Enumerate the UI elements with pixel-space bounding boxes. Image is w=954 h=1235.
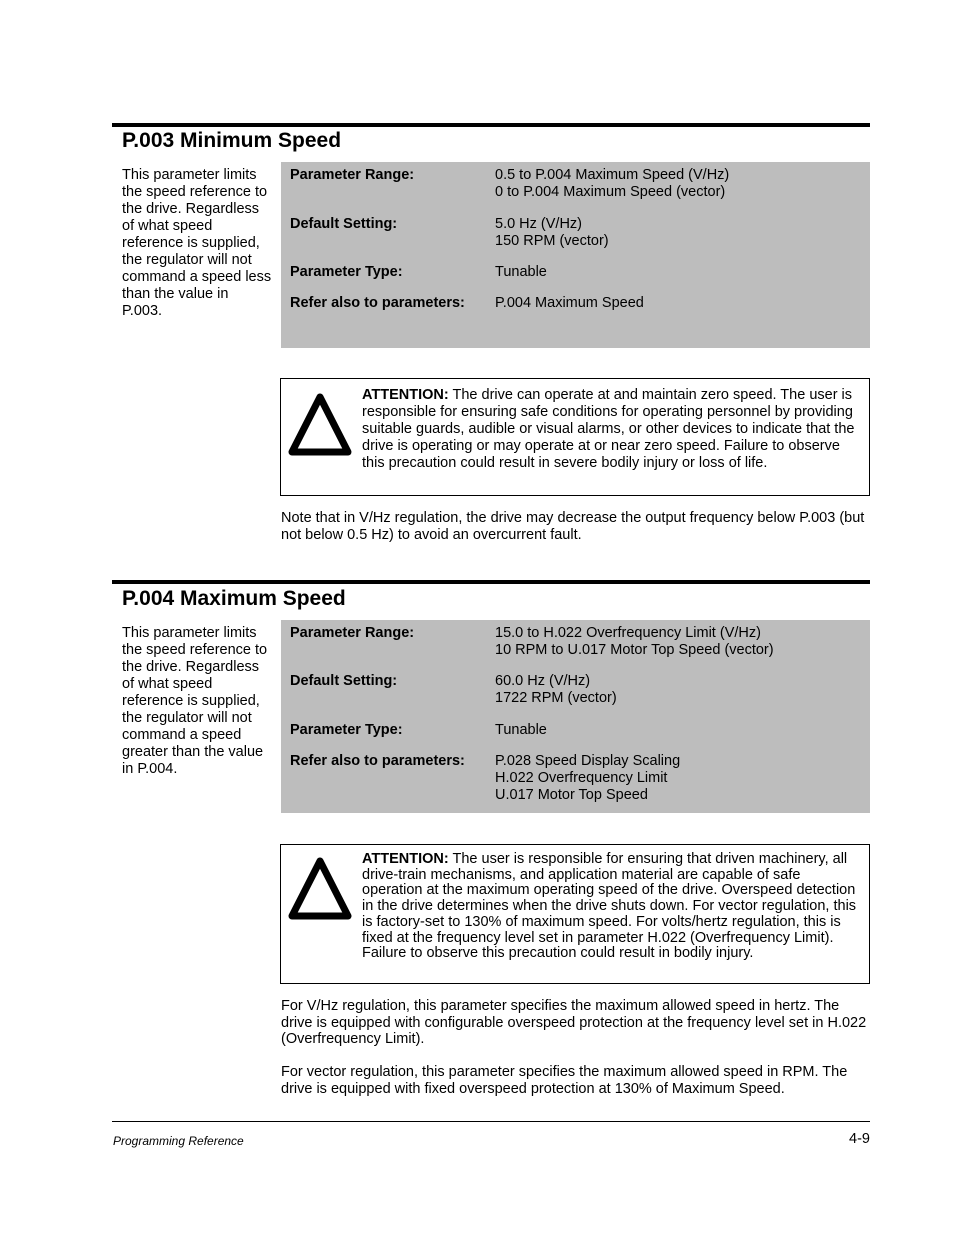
vector-regulation-paragraph: For vector regulation, this parameter specifies the maximum allowed speed in RPM. The drive is equipped with fixed overspeed protection at 130% of Maximum Speed. — [281, 1064, 848, 1097]
description-p004: This parameter limits the speed reference to the drive. Regardless of what speed reference is supplied, the regulator will not command a speed greater than the value in P.004. — [122, 625, 268, 777]
refer-also-label: Refer also to parameters: — [290, 295, 465, 311]
footer-rule — [112, 1121, 870, 1122]
parameter-range-label: Parameter Range: — [290, 625, 415, 641]
attention-label: ATTENTION: — [362, 851, 449, 867]
refer-line: P.004 Maximum Speed — [495, 295, 644, 311]
section-title-p004: P.004 Maximum Speed — [122, 587, 346, 610]
range-line: 0 to P.004 Maximum Speed (vector) — [495, 184, 726, 200]
section-title-p003: P.003 Minimum Speed — [122, 129, 342, 152]
default-setting-value — [495, 673, 865, 707]
parameter-type-value: Tunable — [495, 264, 547, 280]
default-setting-label: Default Setting: — [290, 216, 398, 232]
footer-title: Programming Reference — [113, 1134, 244, 1148]
refer-line: P.028 Speed Display Scaling — [495, 753, 681, 769]
warning-triangle-icon — [287, 391, 353, 457]
range-line: 0.5 to P.004 Maximum Speed (V/Hz) — [495, 167, 730, 183]
default-line: 1722 RPM (vector) — [495, 690, 617, 706]
refer-also-label: Refer also to parameters: — [290, 753, 465, 769]
default-line: 5.0 Hz (V/Hz) — [495, 216, 583, 232]
attention-box-p004 — [280, 844, 870, 984]
attention-body: The user is responsible for ensuring that driven machinery, all drive-train mechanisms, and application material are capable of safe operation at the maximum operating speed of the drive. Overspeed detection in the drive determines when the drive shuts down. For vector regulation, this is factory-set to 130% of maximum speed. For volts/hertz regulation, this is fixed at the frequency level set in parameter H.022 (Overfrequency Limit). Failure to observe this precaution could result in bodily injury. — [362, 851, 857, 962]
description-p003: This parameter limits the speed reference to the drive. Regardless of what speed reference is supplied, the regulator will not command a speed less than the value in P.003. — [122, 167, 272, 319]
parameter-type-label: Parameter Type: — [290, 264, 403, 280]
note-paragraph: Note that in V/Hz regulation, the drive may decrease the output frequency below P.003 (but not below 0.5 Hz) to avoid an overcurrent fault. — [281, 510, 865, 543]
refer-line: U.017 Motor Top Speed — [495, 787, 648, 803]
parameter-range-value — [495, 625, 865, 659]
section-rule-p003 — [112, 123, 870, 127]
attention-text — [362, 852, 859, 962]
refer-also-value — [495, 295, 865, 312]
attention-body: The drive can operate at and maintain zero speed. The user is responsible for ensuring safe conditions for operating personnel by providing suitable guards, audible or visual alarms, or other devices to indicate that the drive is operating or may operate at or near zero speed. Failure to observe this precaution could result in severe bodily injury or loss of life. — [362, 387, 855, 471]
warning-triangle-icon — [287, 855, 353, 921]
default-line: 150 RPM (vector) — [495, 233, 609, 249]
refer-also-value — [495, 753, 865, 804]
default-setting-label: Default Setting: — [290, 673, 398, 689]
attention-box-p003 — [280, 378, 870, 496]
range-line: 10 RPM to U.017 Motor Top Speed (vector) — [495, 642, 774, 658]
page-number: 4-9 — [849, 1131, 870, 1147]
default-line: 60.0 Hz (V/Hz) — [495, 673, 591, 689]
range-line: 15.0 to H.022 Overfrequency Limit (V/Hz) — [495, 625, 761, 641]
vhz-regulation-paragraph: For V/Hz regulation, this parameter specifies the maximum allowed speed in hertz. The drive is equipped with configurable overspeed protection at the frequency level set in H.022 (Overfrequency Limit). — [281, 998, 867, 1047]
section-rule-p004 — [112, 580, 870, 584]
parameter-table-p004 — [281, 620, 870, 813]
attention-label: ATTENTION: — [362, 387, 449, 403]
parameter-type-value: Tunable — [495, 722, 547, 738]
parameter-table-p003 — [281, 162, 870, 348]
default-setting-value — [495, 216, 865, 250]
parameter-range-value — [495, 167, 865, 201]
parameter-type-label: Parameter Type: — [290, 722, 403, 738]
parameter-range-label: Parameter Range: — [290, 167, 415, 183]
attention-text — [362, 387, 859, 472]
refer-line: H.022 Overfrequency Limit — [495, 770, 668, 786]
